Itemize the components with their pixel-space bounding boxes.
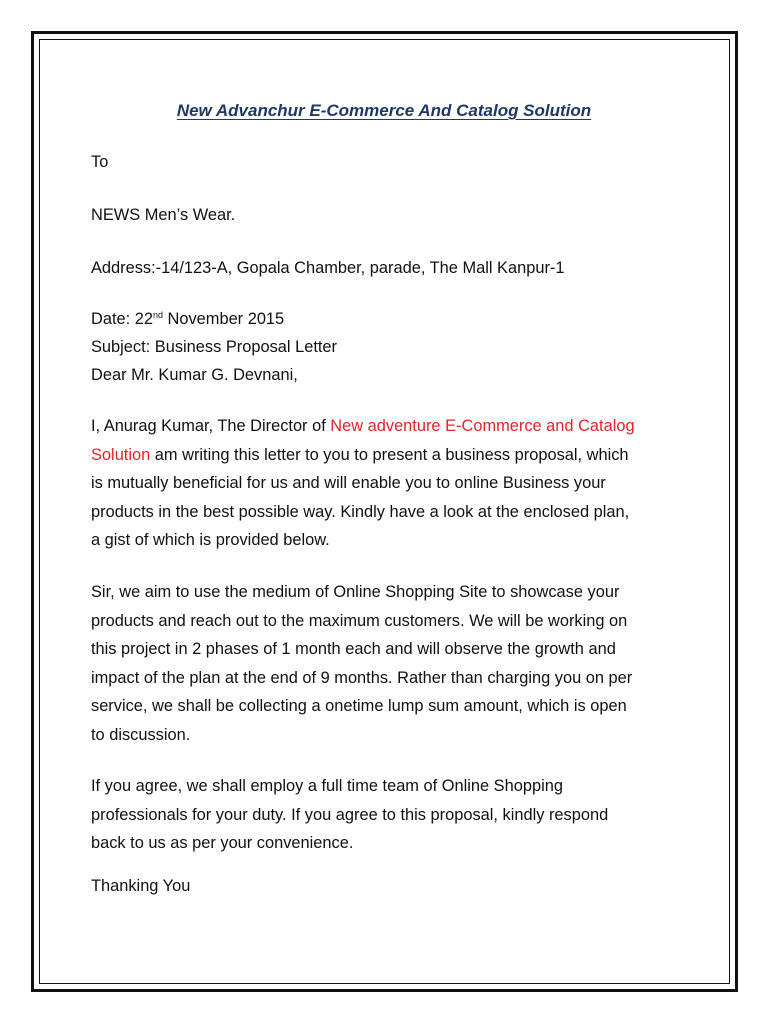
paragraph-intro	[91, 412, 691, 555]
letter-closing: Thanking You	[91, 877, 191, 895]
paragraph-plan-line: to discussion.	[91, 725, 191, 744]
paragraph-intro-line: products in the best possible way. Kindly have a look at the enclosed plan,	[91, 502, 630, 521]
paragraph-plan-line: Sir, we aim to use the medium of Online Shopping Site to showcase your	[91, 583, 620, 601]
recipient-name: NEWS Men’s Wear.	[91, 206, 236, 224]
date-suffix: November 2015	[162, 310, 285, 328]
company-name-highlight: New adventure E-Commerce and Catalog	[330, 417, 635, 435]
paragraph-agreement-line: If you agree, we shall employ a full time team of Online Shopping	[91, 777, 563, 795]
paragraph-plan-line: this project in 2 phases of 1 month each and will observe the growth and	[91, 640, 616, 659]
paragraph-plan-line: products and reach out to the maximum customers. We will be working on	[91, 611, 628, 630]
company-name-highlight: Solution	[91, 445, 151, 464]
paragraph-intro-line	[91, 412, 691, 441]
letter-date	[91, 309, 284, 329]
recipient-address: Address:-14/123-A, Gopala Chamber, parade, The Mall Kanpur-1	[91, 259, 565, 277]
letter-title-text: New Advanchur E-Commerce And Catalog Solution	[176, 101, 592, 120]
to-line: To	[91, 153, 109, 171]
intro-text: am writing this letter to you to present a business proposal, which	[150, 445, 629, 464]
paragraph-agreement	[91, 772, 691, 858]
paragraph-plan-line: impact of the plan at the end of 9 months. Rather than charging you on per	[91, 668, 633, 687]
date-prefix: Date: 22	[91, 310, 153, 328]
paragraph-plan-line: service, we shall be collecting a onetime lump sum amount, which is open	[91, 697, 627, 716]
paragraph-plan	[91, 578, 691, 750]
letter-title	[0, 99, 768, 123]
paragraph-agreement-line: back to us as per your convenience.	[91, 834, 354, 853]
paragraph-intro-line	[91, 441, 691, 470]
paragraph-intro-line: is mutually beneficial for us and will enable you to online Business your	[91, 474, 606, 493]
date-superscript: nd	[152, 310, 163, 320]
intro-text: I, Anurag Kumar, The Director of	[91, 417, 331, 435]
letter-salutation: Dear Mr. Kumar G. Devnani,	[91, 366, 298, 384]
paragraph-intro-line: a gist of which is provided below.	[91, 531, 330, 550]
letter-subject: Subject: Business Proposal Letter	[91, 338, 337, 356]
paragraph-agreement-line: professionals for your duty. If you agree to this proposal, kindly respond	[91, 805, 609, 824]
